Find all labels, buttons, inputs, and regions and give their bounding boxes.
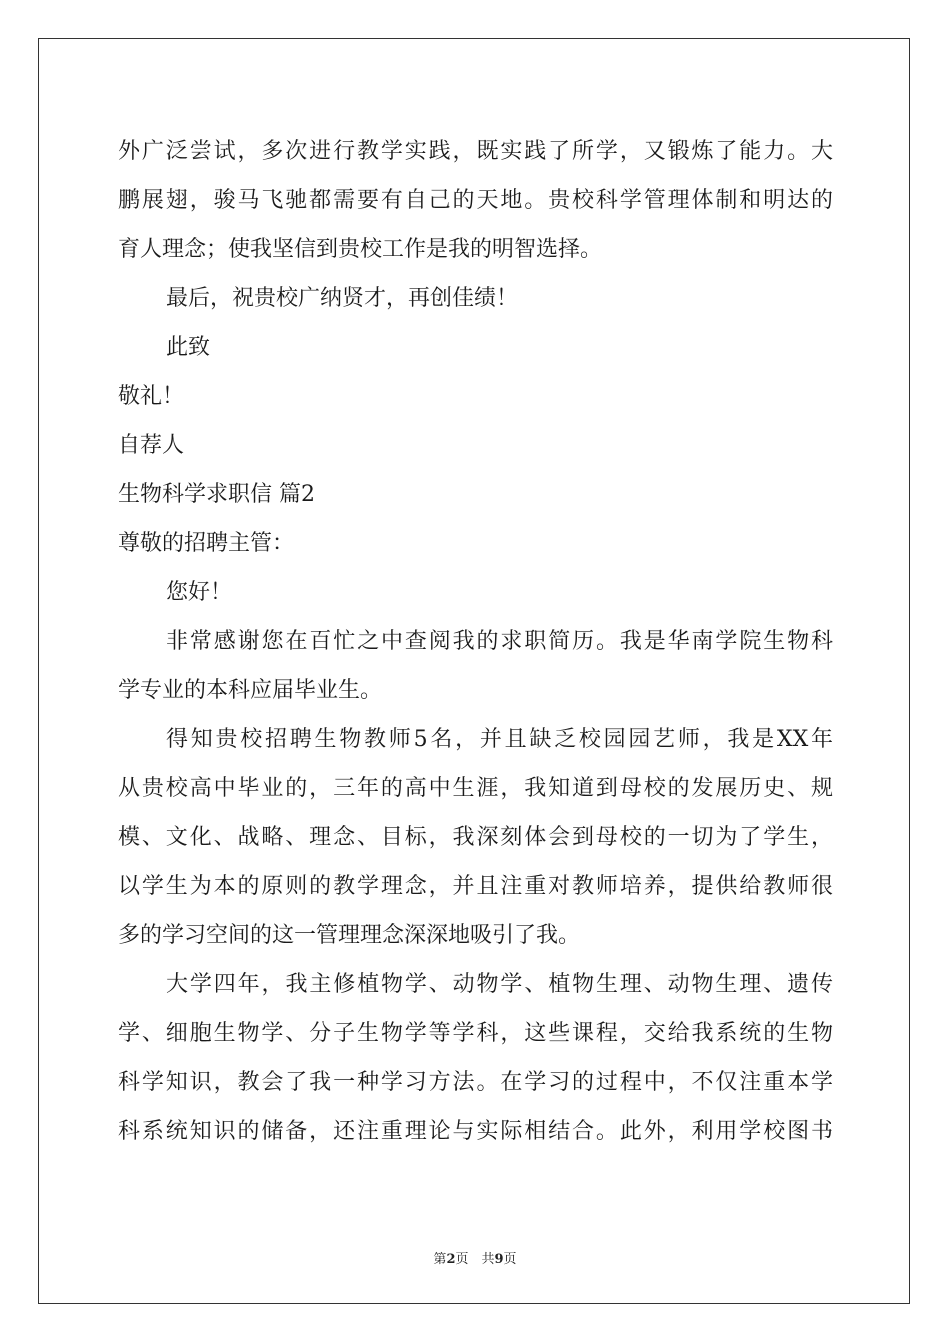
text-line: 非常感谢您在百忙之中查阅我的求职简历。我是华南学院生物科: [166, 629, 833, 654]
text-line: 学专业的本科应届毕业生。: [118, 678, 383, 703]
document-body: [118, 127, 833, 1156]
text-line: 生物科学求职信 篇2: [118, 482, 315, 507]
text-line: 从贵校高中毕业的，三年的高中生涯，我知道到母校的发展历史、规: [118, 776, 833, 801]
text-line: 大学四年，我主修植物学、动物学、植物生理、动物生理、遗传: [166, 972, 833, 997]
text-line: 多的学习空间的这一管理理念深深地吸引了我。: [118, 923, 581, 948]
footer-middle: 页 共: [455, 1252, 495, 1267]
text-line: 最后，祝贵校广纳贤才，再创佳绩！: [166, 286, 519, 311]
text-line: 自荐人: [118, 433, 185, 458]
text-line: 敬礼！: [118, 384, 185, 409]
footer-suffix: 页: [503, 1252, 517, 1267]
text-line: 育人理念；使我坚信到贵校工作是我的明智选择。: [118, 237, 603, 262]
text-line: 此致: [166, 335, 211, 360]
text-line: 模、文化、战略、理念、目标，我深刻体会到母校的一切为了学生，: [118, 825, 833, 850]
text-line: 学、细胞生物学、分子生物学等学科，这些课程，交给我系统的生物: [118, 1021, 833, 1046]
text-line: 您好！: [166, 580, 233, 605]
text-line: 科系统知识的储备，还注重理论与实际相结合。此外，利用学校图书: [118, 1119, 833, 1144]
text-line: 鹏展翅，骏马飞驰都需要有自己的天地。贵校科学管理体制和明达的: [118, 188, 833, 213]
footer-prefix: 第: [433, 1252, 447, 1267]
current-page-number: 2: [446, 1252, 456, 1267]
text-line: 科学知识，教会了我一种学习方法。在学习的过程中，不仅注重本学: [118, 1070, 833, 1095]
text-line: 外广泛尝试，多次进行教学实践，既实践了所学，又锻炼了能力。大: [118, 139, 833, 164]
text-line: 尊敬的招聘主管：: [118, 531, 295, 556]
text-line: 以学生为本的原则的教学理念，并且注重对教师培养，提供给教师很: [118, 874, 833, 899]
page-footer: [0, 1248, 950, 1267]
text-line: 得知贵校招聘生物教师5名，并且缺乏校园园艺师，我是XX年: [166, 727, 833, 752]
total-pages-number: 9: [494, 1252, 504, 1267]
